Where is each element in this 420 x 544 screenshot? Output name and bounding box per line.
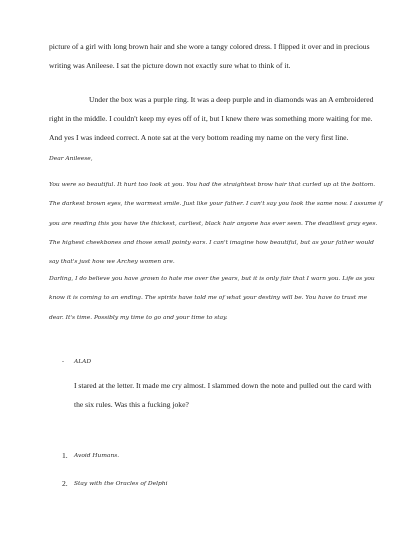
signoff-bullet: - (62, 359, 64, 365)
paragraph-picture: picture of a girl with long brown hair and she wore a tangy colored dress. I flipped it over and in precious writing was Anileese. I sat the picture down not exactly sure what to think of it. (49, 42, 370, 70)
letter-body-2: Darling, I do believe you have grown to hate me over the years, but it is only fair that I warn you. Life as you know it is coming to an ending. The spirits have told me of what your destiny will be. You have to trust me dear. It's time. Possibly my time to go and your time to stay. (49, 276, 375, 321)
rule-number-2: 2. (62, 479, 68, 488)
rule-number-1: 1. (62, 451, 68, 460)
paragraph-ring: Under the box was a purple ring. It was a deep purple and in diamonds was an A embroidered right in the middle. I couldn't keep my eyes off of it, but I knew there was something more waiting for me. And yes I was indeed correct. A note sat at the very bottom reading my name on the very first line. (49, 95, 374, 142)
rule-text-2: Stay with the Oracles of Delphi (74, 481, 168, 487)
letter-signoff: ALAD (74, 359, 92, 365)
letter-body-1: You were so beautiful. It hurt too look at you. You had the straightest brow hair that curled up at the bottom. The darkest brown eyes, the warmest smile. Just like your father. I can't say you look the same now. I assume if you are reading this you have the thickest, curliest, black hair anyone has ever seen. The deadliest gray eyes. The highest cheekbones and those small pointy ears. I can't imagine how beautiful, but as your father would say that's just how we Archey women are. (49, 182, 383, 266)
paragraph-reaction: I stared at the letter. It made me cry almost. I slammed down the note and pulled out the card with the six rules. Was this a fucking joke? (74, 381, 372, 409)
letter-salutation: Dear Anileese, (49, 156, 93, 162)
rule-text-1: Avoid Humans. (74, 453, 120, 459)
